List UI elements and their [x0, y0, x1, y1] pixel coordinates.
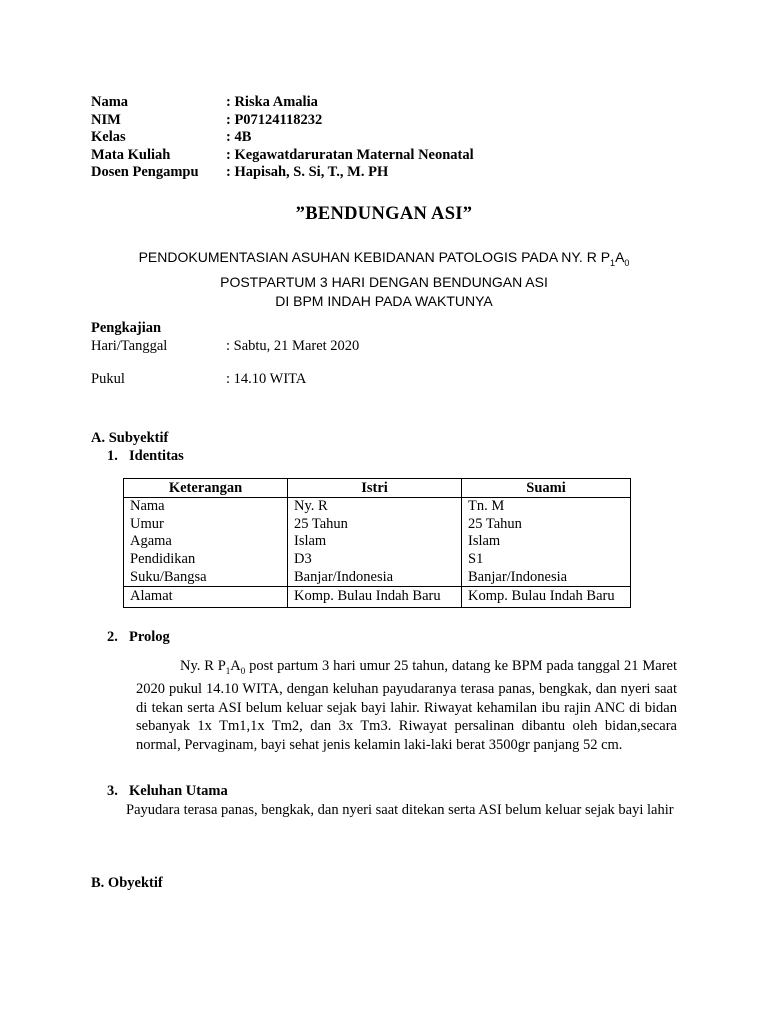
- hari-tanggal-label: Hari/Tanggal: [91, 338, 168, 354]
- table-row: [124, 551, 631, 569]
- prolog-paragraph: [136, 657, 677, 754]
- info-row-mata-kuliah: [91, 147, 474, 165]
- info-row-kelas: [91, 129, 474, 147]
- table-cell: Suku/Bangsa: [124, 568, 288, 586]
- section-b-heading: B. Obyektif: [91, 875, 163, 891]
- prolog-heading: [107, 629, 170, 646]
- identitas-heading: [107, 448, 184, 465]
- info-value: : Kegawatdaruratan Maternal Neonatal: [226, 146, 474, 163]
- heading-text: Identitas: [129, 448, 184, 464]
- table-cell: Islam: [288, 533, 462, 551]
- student-info: [91, 94, 474, 182]
- section-a-heading: A. Subyektif: [91, 430, 169, 446]
- table-header-row: [124, 479, 631, 498]
- subtitle-text: PENDOKUMENTASIAN ASUHAN KEBIDANAN PATOLOGIS PADA NY. R P: [138, 249, 611, 265]
- table-cell: Banjar/Indonesia: [462, 568, 631, 586]
- subtitle-line-3: DI BPM INDAH PADA WAKTUNYA: [275, 292, 493, 309]
- info-value: : Riska Amalia: [226, 94, 318, 110]
- subtitle-text: A: [615, 249, 625, 265]
- table-cell: S1: [462, 551, 631, 569]
- pukul-label: Pukul: [91, 371, 125, 387]
- table-cell: 25 Tahun: [462, 516, 631, 534]
- info-row-dosen: [91, 164, 474, 182]
- info-label: Kelas: [91, 129, 126, 146]
- pukul-row: [91, 371, 359, 389]
- info-label: Nama: [91, 94, 129, 110]
- info-value: : P07124118232: [226, 111, 323, 128]
- document-subtitle: [0, 248, 768, 311]
- info-row-nama: [91, 94, 474, 112]
- column-header: Suami: [462, 479, 631, 498]
- info-value: : 4B: [226, 129, 252, 146]
- table-cell: Alamat: [124, 586, 288, 607]
- table-cell: 25 Tahun: [288, 516, 462, 534]
- table-cell: Komp. Bulau Indah Baru: [462, 586, 631, 607]
- table-cell: Pendidikan: [124, 551, 288, 569]
- table-row: [124, 586, 631, 607]
- info-label: Mata Kuliah: [91, 146, 171, 163]
- list-number: 1.: [107, 448, 118, 464]
- pengkajian-block: [91, 320, 359, 389]
- keluhan-paragraph: Payudara terasa panas, bengkak, dan nyeri saat ditekan serta ASI belum keluar sejak bayi lahir: [126, 802, 674, 818]
- column-header: Keterangan: [124, 479, 288, 498]
- subtitle-line-1: [0, 248, 768, 273]
- subscript: 0: [240, 665, 246, 676]
- prolog-text: A: [230, 658, 241, 674]
- info-value: : Hapisah, S. Si, T., M. PH: [226, 164, 389, 181]
- list-number: 3.: [107, 783, 118, 799]
- table-cell: Agama: [124, 533, 288, 551]
- prolog-text: Ny. R P: [180, 658, 226, 674]
- prolog-text: post partum 3 hari umur 25 tahun, datang ke BPM pada tanggal 21 Maret 2020 pukul 14.10 WITA, dengan keluhan payudaranya terasa panas, bengkak, dan nyeri saat di tekan serta ASI belum keluar sejak bayi lahir. Riwayat kehamilan ibu rajin ANC di bidan sebanyak 1x Tm1,1x Tm2, dan 3x Tm3. Riwayat persalinan dibantu oleh bidan,secara normal, Pervaginam, bayi sehat jenis kelamin laki-laki berat 3500gr panjang 52 cm.: [136, 658, 677, 753]
- subscript: 1: [225, 665, 231, 676]
- table-row: [124, 533, 631, 551]
- table-cell: Islam: [462, 533, 631, 551]
- heading-text: Keluhan Utama: [129, 783, 228, 799]
- table-row: [124, 568, 631, 586]
- table-row: [124, 516, 631, 534]
- table-row: [124, 498, 631, 516]
- subscript: 0: [624, 257, 630, 268]
- info-label: Dosen Pengampu: [91, 164, 199, 181]
- table-cell: Tn. M: [462, 498, 631, 516]
- document-title: ”BENDUNGAN ASI”: [295, 204, 473, 224]
- subtitle-line-2: POSTPARTUM 3 HARI DENGAN BENDUNGAN ASI: [220, 273, 548, 290]
- column-header: Istri: [288, 479, 462, 498]
- table-cell: Nama: [124, 498, 288, 516]
- identity-table: [123, 478, 631, 608]
- keluhan-heading: [107, 783, 228, 800]
- table-cell: Banjar/Indonesia: [288, 568, 462, 586]
- pengkajian-heading: Pengkajian: [91, 320, 162, 336]
- heading-text: Prolog: [129, 629, 170, 645]
- subscript: 1: [610, 257, 616, 268]
- hari-tanggal-value: : Sabtu, 21 Maret 2020: [226, 338, 360, 354]
- list-number: 2.: [107, 629, 118, 645]
- table-cell: Ny. R: [288, 498, 462, 516]
- hari-tanggal-row: [91, 338, 359, 356]
- table-cell: Umur: [124, 516, 288, 534]
- info-row-nim: [91, 112, 474, 130]
- pukul-value: : 14.10 WITA: [226, 371, 307, 387]
- table-cell: Komp. Bulau Indah Baru: [288, 586, 462, 607]
- info-label: NIM: [91, 111, 121, 128]
- table-cell: D3: [288, 551, 462, 569]
